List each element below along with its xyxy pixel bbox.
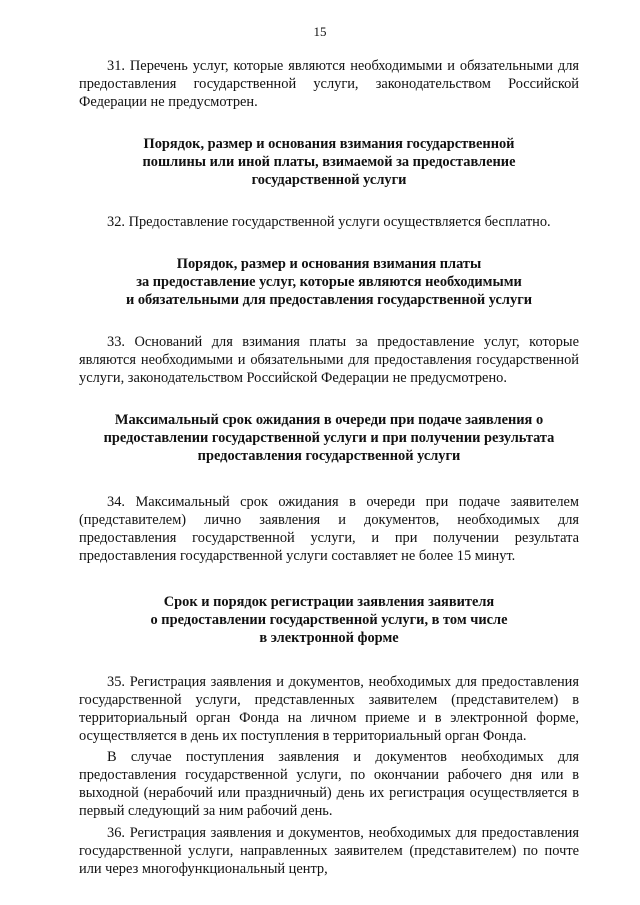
heading-registration bbox=[79, 593, 579, 647]
heading-line: о предоставлении государственной услуги, в том числе bbox=[150, 612, 508, 628]
paragraph-34: 34. Максимальный срок ожидания в очереди при подаче заявителем (представителем) лично заявления и документов, необходимых для предоставления государственной услуги, и при получении результата предоставления государственной услуги составляет не более 15 минут. bbox=[79, 494, 579, 564]
paragraph-33: 33. Оснований для взимания платы за предоставление услуг, которые являются необходимыми и обязательными для предоставления государственной услуги, законодательством Российской Федерации не предусмотрено. bbox=[79, 334, 579, 386]
heading-line: за предоставление услуг, которые являются необходимыми bbox=[136, 274, 522, 290]
heading-line: государственной услуги bbox=[251, 172, 407, 188]
paragraph-32: 32. Предоставление государственной услуги осуществляется бесплатно. bbox=[107, 214, 551, 230]
heading-fee-for-services bbox=[79, 255, 579, 309]
heading-state-fee bbox=[79, 135, 579, 189]
heading-queue-waiting-time bbox=[79, 411, 579, 465]
heading-line: предоставления государственной услуги bbox=[197, 448, 461, 464]
heading-line: Порядок, размер и основания взимания государственной bbox=[143, 136, 515, 152]
paragraph-35-continued: В случае поступления заявления и документов необходимых для предоставления государственной услуги, по окончании рабочего дня или в выходной (нерабочий или праздничный) день их регистрация осуществляется в первый следующий за ним рабочий день. bbox=[79, 749, 579, 819]
heading-line: предоставлении государственной услуги и при получении результата bbox=[103, 430, 555, 446]
paragraph-35: 35. Регистрация заявления и документов, необходимых для предоставления государственной услуги, представленных заявителем (представителем) в территориальный орган Фонда на личном приеме и в электронной форме, осуществляется в день их поступления в территориальный орган Фонда. bbox=[79, 674, 579, 744]
heading-line: Порядок, размер и основания взимания платы bbox=[176, 256, 482, 272]
paragraph-36: 36. Регистрация заявления и документов, необходимых для предоставления государственной услуги, направленных заявителем (представителем) по почте или через многофункциональный центр, bbox=[79, 825, 579, 877]
paragraph-31: 31. Перечень услуг, которые являются необходимыми и обязательными для предоставления государственной услуги, законодательством Российской Федерации не предусмотрен. bbox=[79, 58, 579, 110]
heading-line: пошлины или иной платы, взимаемой за предоставление bbox=[142, 154, 516, 170]
page-number: 15 bbox=[313, 24, 327, 39]
heading-line: в электронной форме bbox=[259, 630, 399, 646]
heading-line: Максимальный срок ожидания в очереди при подаче заявления о bbox=[114, 412, 544, 428]
heading-line: и обязательными для предоставления государственной услуги bbox=[125, 292, 533, 308]
heading-line: Срок и порядок регистрации заявления заявителя bbox=[163, 594, 495, 610]
document-body bbox=[79, 57, 579, 878]
